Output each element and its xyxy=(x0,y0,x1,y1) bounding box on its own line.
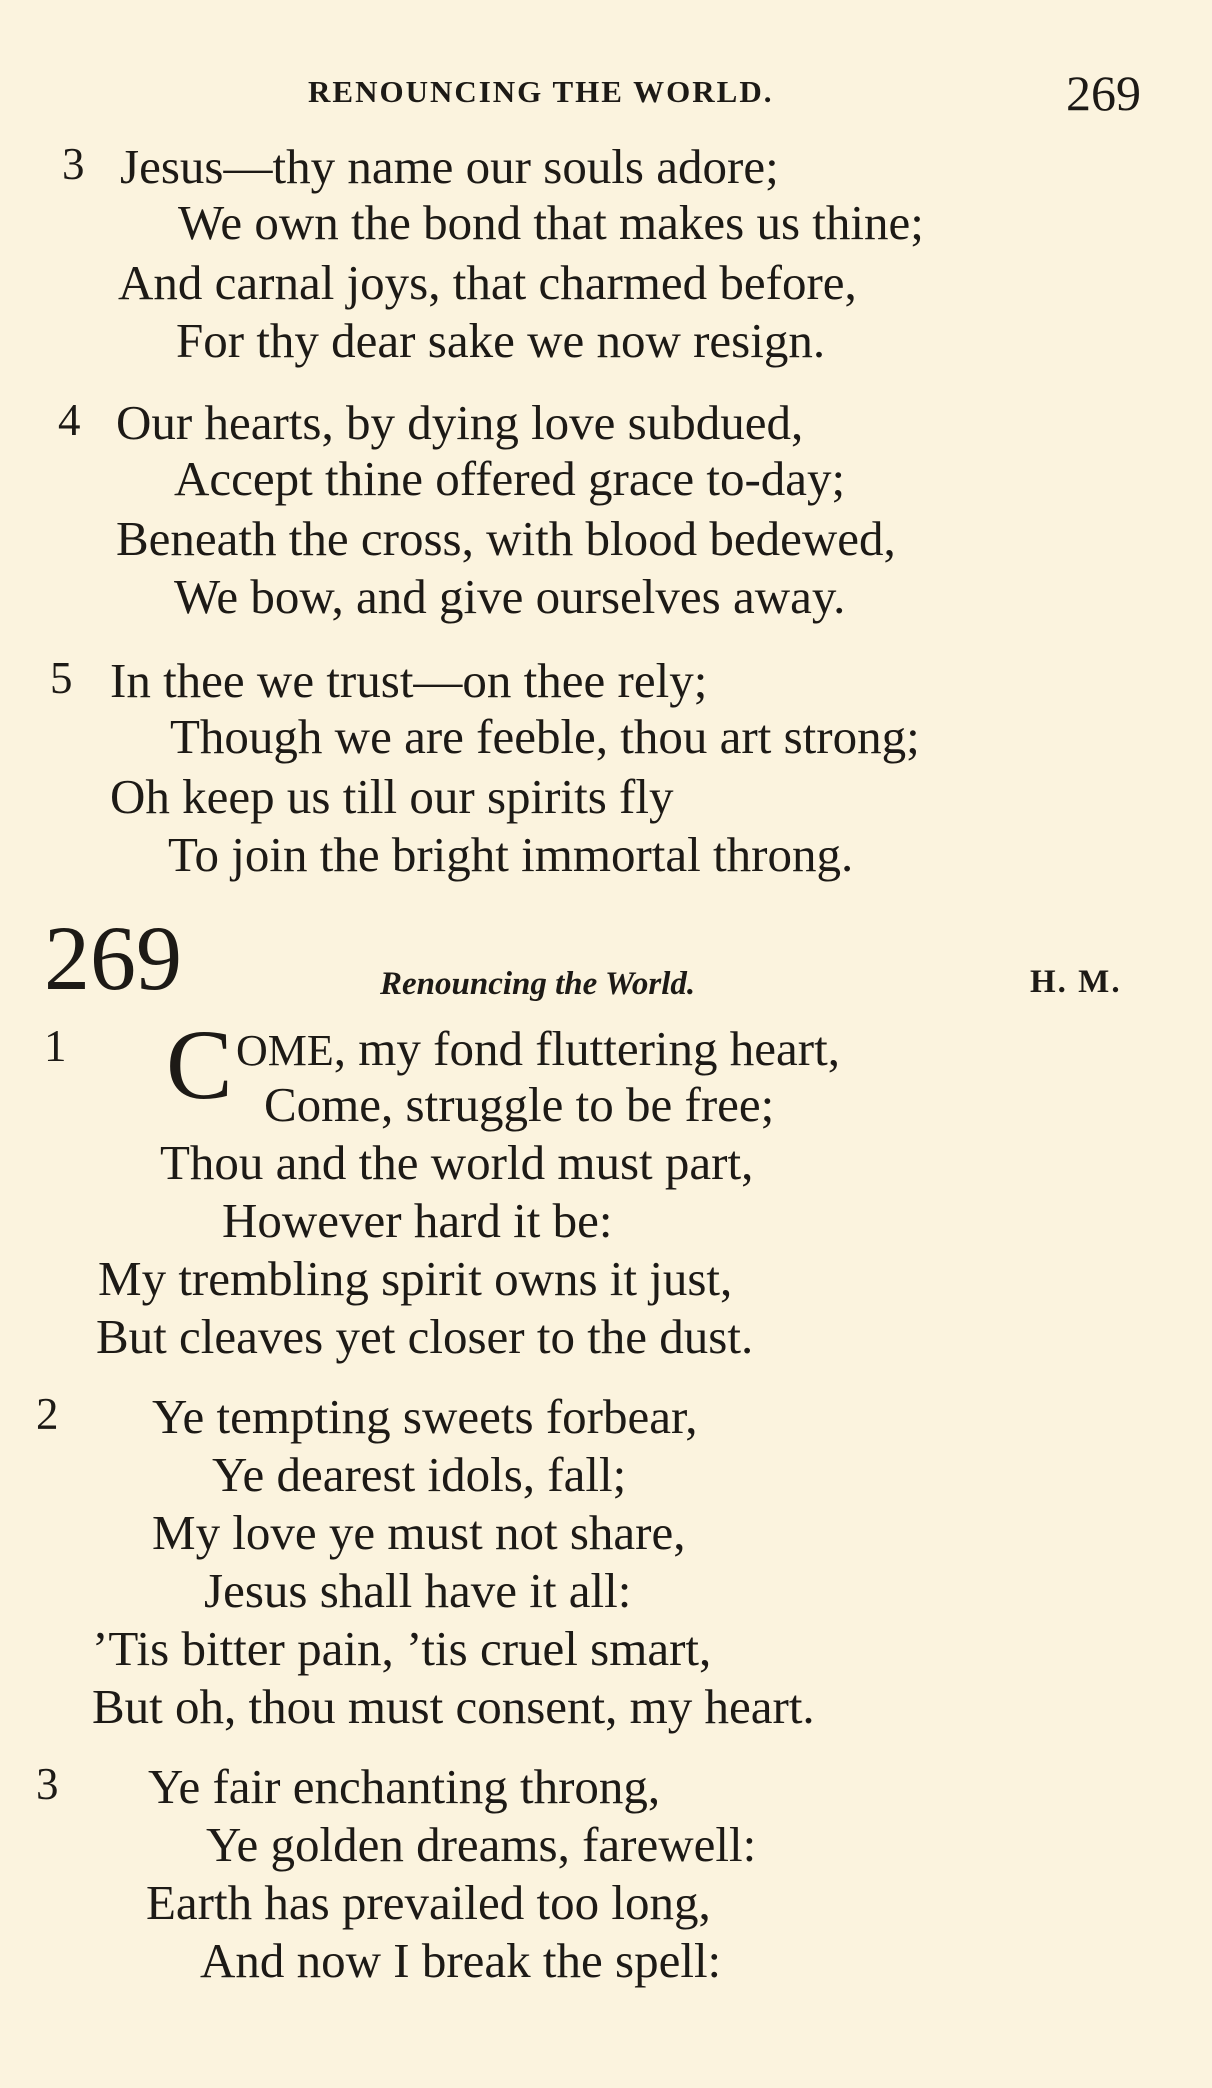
hymn-meter: H. M. xyxy=(1030,964,1122,1000)
drop-cap: C xyxy=(166,1009,233,1120)
hymn-number: 269 xyxy=(44,907,182,1009)
page-number: 269 xyxy=(1066,65,1141,121)
verse-line: But cleaves yet closer to the dust. xyxy=(96,1309,754,1364)
verse-number: 1 xyxy=(44,1021,67,1071)
verse-line: Beneath the cross, with blood bedewed, xyxy=(116,511,896,566)
verse-line: Jesus shall have it all: xyxy=(204,1563,632,1618)
verse-line: Thou and the world must part, xyxy=(160,1135,754,1190)
verse-line: But oh, thou must consent, my heart. xyxy=(92,1679,815,1734)
verse-line: Oh keep us till our spirits fly xyxy=(110,769,674,824)
verse-line: Ye tempting sweets forbear, xyxy=(152,1389,698,1444)
page-header xyxy=(0,64,1212,124)
first-word-caps: OME xyxy=(236,1026,334,1075)
verse-line: And now I break the spell: xyxy=(200,1933,722,1988)
verse-line: Jesus—thy name our souls adore; xyxy=(120,139,779,194)
verse-line: And carnal joys, that charmed before, xyxy=(118,255,857,310)
verse-line: In thee we trust—on thee rely; xyxy=(110,653,708,708)
hymn-title: Renouncing the World. xyxy=(380,966,696,1002)
verse-line: My love ye must not share, xyxy=(152,1505,686,1560)
verse-line: Ye golden dreams, farewell: xyxy=(206,1817,757,1872)
verse-line: Earth has prevailed too long, xyxy=(146,1875,711,1930)
verse-number: 3 xyxy=(36,1759,59,1809)
verse-line: Ye dearest idols, fall; xyxy=(212,1447,627,1502)
running-head: RENOUNCING THE WORLD. xyxy=(308,74,774,109)
verse-number: 3 xyxy=(62,139,85,189)
verse-line: For thy dear sake we now resign. xyxy=(176,313,826,368)
verse-number: 4 xyxy=(58,395,81,445)
verse-line: We own the bond that makes us thine; xyxy=(178,195,924,250)
verse-line-first xyxy=(236,1021,840,1076)
verse-line: Come, struggle to be free; xyxy=(264,1077,775,1132)
verse-line: Ye fair enchanting throng, xyxy=(148,1759,661,1814)
verse-number: 2 xyxy=(36,1389,59,1439)
verse-line: Our hearts, by dying love subdued, xyxy=(116,395,804,450)
verse-line: My trembling spirit owns it just, xyxy=(98,1251,733,1306)
verse-line: We bow, and give ourselves away. xyxy=(174,569,846,624)
verse-line: Accept thine offered grace to-day; xyxy=(174,451,846,506)
verse-line: Though we are feeble, thou art strong; xyxy=(170,709,920,764)
verse-line: ’Tis bitter pain, ’tis cruel smart, xyxy=(92,1621,712,1676)
verse-line: To join the bright immortal throng. xyxy=(168,827,854,882)
verse-number: 5 xyxy=(50,653,73,703)
verse-line: However hard it be: xyxy=(222,1193,613,1248)
first-line-rest: , my fond fluttering heart, xyxy=(333,1021,840,1076)
